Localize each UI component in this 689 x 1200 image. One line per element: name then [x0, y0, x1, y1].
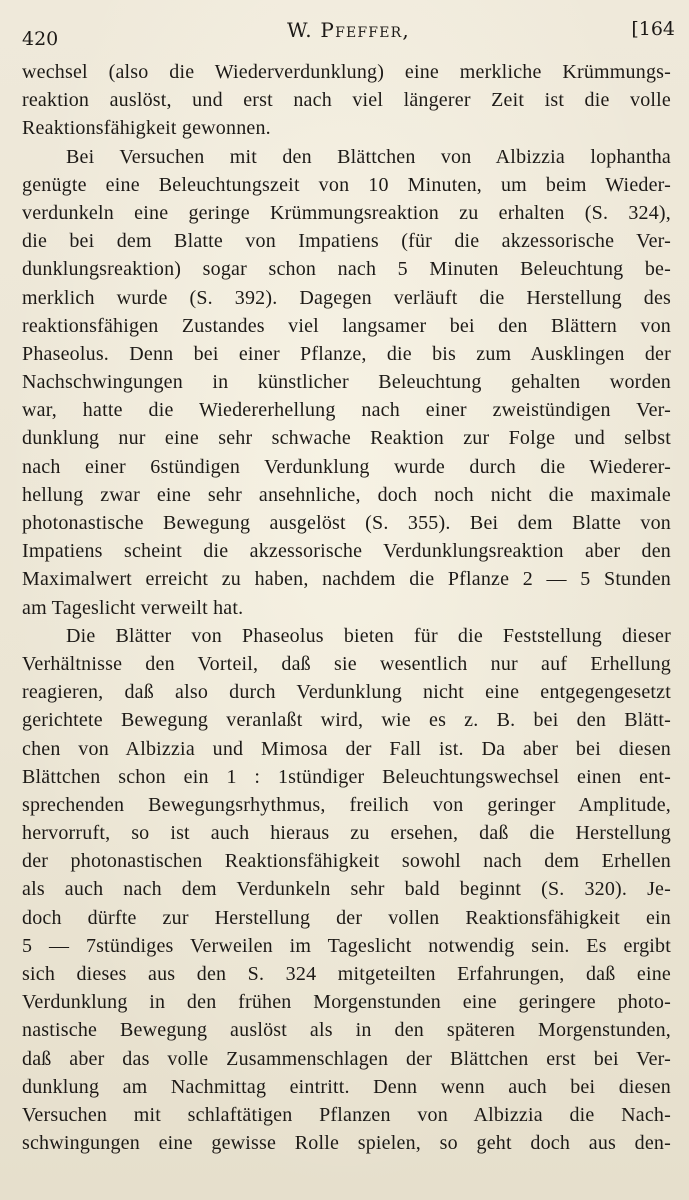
text-line: wechsel (also die Wiederverdunklung) eine merkliche Krümmungs-: [22, 61, 671, 83]
text-line: schwingungen eine gewisse Rolle spielen, so geht doch aus den-: [22, 1132, 671, 1155]
section-reference: [164: [631, 18, 675, 40]
paragraph: [22, 58, 671, 143]
text-line: hervorruft, so ist auch hieraus zu ersehen, daß die Herstellung: [22, 822, 671, 845]
text-line: sprechenden Bewegungsrhythmus, freilich von geringer Amplitude,: [22, 793, 671, 816]
text-line: Die Blätter von Phaseolus bieten für die Feststellung dieser: [66, 624, 671, 647]
text-line: Impatiens scheint die akzessorische Verdunklungsreaktion aber den: [22, 540, 671, 563]
text-line: als auch nach dem Verdunkeln sehr bald beginnt (S. 320). Je-: [22, 878, 671, 901]
text-line: dunklungsreaktion) sogar schon nach 5 Minuten Beleuchtung be-: [22, 258, 671, 281]
text-line: verdunkeln eine geringe Krümmungsreaktion zu erhalten (S. 324),: [22, 201, 671, 224]
text-line: war, hatte die Wiedererhellung nach einer zweistündigen Ver-: [22, 399, 671, 422]
text-line: reaktionsfähigen Zustandes viel langsamer bei den Blättern von: [22, 314, 671, 337]
text-line: dunklung nur eine sehr schwache Reaktion zur Folge und selbst: [22, 427, 671, 450]
text-line: Bei Versuchen mit den Blättchen von Albizzia lophantha: [66, 145, 671, 168]
text-line: Verhältnisse den Vorteil, daß sie wesentlich nur auf Erhellung: [22, 652, 671, 675]
text-line: Versuchen mit schlaftätigen Pflanzen von Albizzia die Nach-: [22, 1103, 671, 1126]
text-line: 5 — 7stündiges Verweilen im Tageslicht notwendig sein. Es ergibt: [22, 934, 671, 957]
page-number: 420: [22, 28, 59, 50]
text-line: gerichtete Bewegung veranlaßt wird, wie es z. B. bei den Blätt-: [22, 709, 671, 732]
text-line: nach einer 6stündigen Verdunklung wurde durch die Wiederer-: [22, 455, 671, 478]
text-line: Nachschwingungen in künstlicher Beleuchtung gehalten worden: [22, 371, 671, 394]
text-line: Phaseolus. Denn bei einer Pflanze, die bis zum Ausklingen der: [22, 342, 671, 365]
text-line: doch dürfte zur Herstellung der vollen Reaktionsfähigkeit ein: [22, 906, 671, 929]
text-line: nastische Bewegung auslöst als in den späteren Morgenstunden,: [22, 1019, 671, 1042]
text-line: die bei dem Blatte von Impatiens (für die akzessorische Ver-: [22, 230, 671, 253]
text-line: der photonastischen Reaktionsfähigkeit sowohl nach dem Erhellen: [22, 850, 671, 873]
text-line: am Tageslicht verweilt hat.: [22, 596, 244, 619]
text-line: hellung zwar eine sehr ansehnliche, doch noch nicht die maximale: [22, 483, 671, 506]
text-line: Maximalwert erreicht zu haben, nachdem die Pflanze 2 — 5 Stunden: [22, 568, 671, 591]
text-line: Reaktionsfähigkeit gewonnen.: [22, 117, 271, 140]
paragraph: [22, 143, 671, 622]
page-header: [22, 18, 675, 52]
body-text: [22, 58, 671, 1157]
text-line: Verdunklung in den frühen Morgenstunden eine geringere photo-: [22, 991, 671, 1014]
text-line: dunklung am Nachmittag eintritt. Denn wenn auch bei diesen: [22, 1075, 671, 1098]
text-line: daß aber das volle Zusammenschlagen der Blättchen erst bei Ver-: [22, 1047, 671, 1070]
text-line: reaktion auslöst, und erst nach viel längerer Zeit ist die volle: [22, 89, 671, 112]
text-line: genügte eine Beleuchtungszeit von 10 Minuten, um beim Wieder-: [22, 173, 671, 196]
text-line: Blättchen schon ein 1 : 1stündiger Beleuchtungswechsel einen ent-: [22, 765, 671, 788]
text-line: photonastische Bewegung ausgelöst (S. 355). Bei dem Blatte von: [22, 512, 671, 534]
paragraph: [22, 622, 671, 1158]
text-line: chen von Albizzia und Mimosa der Fall ist. Da aber bei diesen: [22, 737, 671, 760]
text-line: sich dieses aus den S. 324 mitgeteilten Erfahrungen, daß eine: [22, 963, 671, 985]
text-line: merklich wurde (S. 392). Dagegen verläuft die Herstellung des: [22, 286, 671, 309]
running-title: W. Pfeffer,: [287, 18, 410, 42]
text-line: reagieren, daß also durch Verdunklung nicht eine entgegengesetzt: [22, 681, 671, 704]
